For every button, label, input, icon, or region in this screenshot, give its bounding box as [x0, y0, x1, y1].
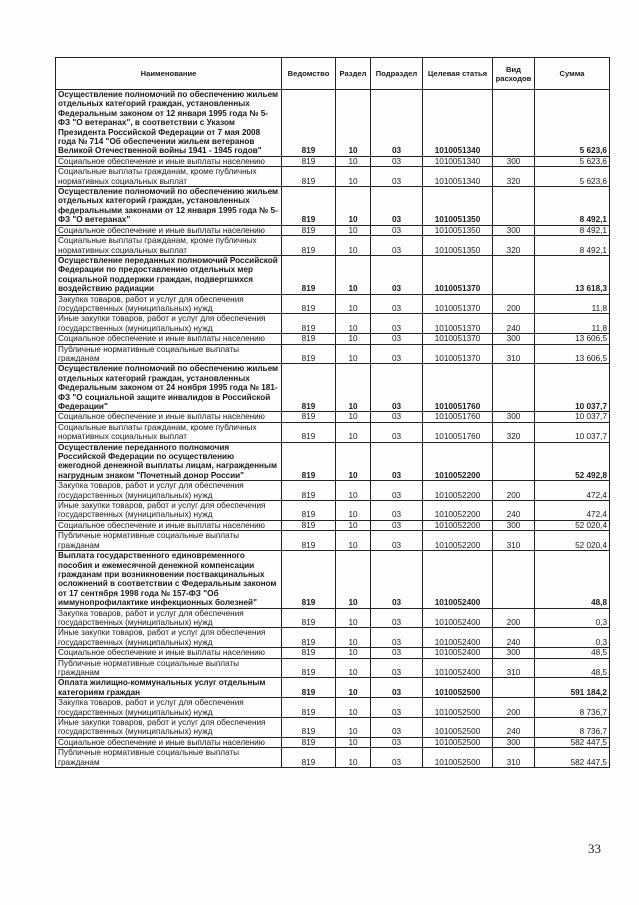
- target-cell: 1010052200: [423, 442, 493, 481]
- section-cell: 10: [336, 648, 371, 658]
- target-cell: 1010051760: [423, 412, 493, 422]
- table-row: [56, 531, 610, 551]
- subsection-cell: 03: [371, 531, 423, 551]
- dept-cell: 819: [282, 187, 336, 226]
- expense-type-cell: [493, 551, 535, 608]
- amount-cell: 472,4: [535, 501, 610, 521]
- name-cell: Осуществление переданных полномочий Российской Федерации по предоставлению отдельных мер социальной поддержки граждан, подвергшихся воздействию радиации: [56, 255, 282, 294]
- expense-type-cell: 320: [493, 422, 535, 442]
- expense-type-cell: 200: [493, 481, 535, 501]
- section-cell: 10: [336, 255, 371, 294]
- dept-cell: 819: [282, 344, 336, 364]
- target-cell: 1010052200: [423, 481, 493, 501]
- table-row: [56, 364, 610, 412]
- amount-cell: 13 618,3: [535, 255, 610, 294]
- amount-cell: 8 492,1: [535, 236, 610, 256]
- subsection-cell: 03: [371, 501, 423, 521]
- section-cell: 10: [336, 236, 371, 256]
- section-cell: 10: [336, 658, 371, 678]
- dept-cell: 819: [282, 520, 336, 530]
- name-cell: Оплата жилищно-коммунальных услуг отдельным категориям граждан: [56, 678, 282, 698]
- amount-cell: 11,8: [535, 314, 610, 334]
- dept-cell: 819: [282, 156, 336, 166]
- table-row: [56, 314, 610, 334]
- expense-type-cell: 300: [493, 225, 535, 235]
- subsection-cell: 03: [371, 422, 423, 442]
- expense-type-cell: 300: [493, 648, 535, 658]
- subsection-cell: 03: [371, 314, 423, 334]
- name-cell: Социальные выплаты гражданам, кроме публичных нормативных социальных выплат: [56, 167, 282, 187]
- table-row: [56, 748, 610, 768]
- subsection-cell: 03: [371, 187, 423, 226]
- amount-cell: 5 623,6: [535, 156, 610, 166]
- budget-table: [55, 57, 610, 768]
- target-cell: 1010052400: [423, 551, 493, 608]
- target-cell: 1010051350: [423, 236, 493, 256]
- table-row: [56, 718, 610, 738]
- section-cell: 10: [336, 156, 371, 166]
- subsection-cell: 03: [371, 156, 423, 166]
- section-cell: 10: [336, 344, 371, 364]
- target-cell: 1010051370: [423, 344, 493, 364]
- dept-cell: 819: [282, 412, 336, 422]
- expense-type-cell: [493, 90, 535, 157]
- amount-cell: 13 606,5: [535, 344, 610, 364]
- target-cell: 1010051370: [423, 255, 493, 294]
- dept-cell: 819: [282, 167, 336, 187]
- target-cell: 1010052400: [423, 648, 493, 658]
- target-cell: 1010051340: [423, 90, 493, 157]
- amount-cell: 8 492,1: [535, 187, 610, 226]
- expense-type-cell: [493, 255, 535, 294]
- section-cell: 10: [336, 422, 371, 442]
- subsection-cell: 03: [371, 236, 423, 256]
- amount-cell: 10 037,7: [535, 364, 610, 412]
- expense-type-cell: 300: [493, 520, 535, 530]
- expense-type-cell: 300: [493, 737, 535, 747]
- expense-type-cell: 320: [493, 236, 535, 256]
- dept-cell: 819: [282, 608, 336, 628]
- section-cell: 10: [336, 501, 371, 521]
- expense-type-cell: [493, 442, 535, 481]
- subsection-cell: 03: [371, 748, 423, 768]
- target-cell: 1010052200: [423, 520, 493, 530]
- subsection-cell: 03: [371, 412, 423, 422]
- table-row: [56, 156, 610, 166]
- expense-type-cell: 240: [493, 314, 535, 334]
- dept-cell: 819: [282, 628, 336, 648]
- table-header-row: [56, 58, 610, 90]
- section-cell: 10: [336, 90, 371, 157]
- target-cell: 1010052400: [423, 608, 493, 628]
- section-cell: 10: [336, 520, 371, 530]
- section-cell: 10: [336, 334, 371, 344]
- section-cell: 10: [336, 531, 371, 551]
- dept-cell: 819: [282, 501, 336, 521]
- table-row: [56, 167, 610, 187]
- table-row: [56, 90, 610, 157]
- name-cell: Социальные выплаты гражданам, кроме публичных нормативных социальных выплат: [56, 422, 282, 442]
- dept-cell: 819: [282, 481, 336, 501]
- expense-type-cell: 200: [493, 608, 535, 628]
- dept-cell: 819: [282, 698, 336, 718]
- subsection-cell: 03: [371, 658, 423, 678]
- section-cell: 10: [336, 167, 371, 187]
- name-cell: Закупка товаров, работ и услуг для обеспечения государственных (муниципальных) нужд: [56, 294, 282, 314]
- amount-cell: 591 184,2: [535, 678, 610, 698]
- name-cell: Иные закупки товаров, работ и услуг для обеспечения государственных (муниципальных) нужд: [56, 718, 282, 738]
- section-cell: 10: [336, 442, 371, 481]
- expense-type-cell: 200: [493, 294, 535, 314]
- name-cell: Публичные нормативные социальные выплаты гражданам: [56, 344, 282, 364]
- name-cell: Закупка товаров, работ и услуг для обеспечения государственных (муниципальных) нужд: [56, 481, 282, 501]
- table-row: [56, 520, 610, 530]
- target-cell: 1010052400: [423, 658, 493, 678]
- expense-type-cell: [493, 364, 535, 412]
- expense-type-cell: 300: [493, 412, 535, 422]
- name-cell: Осуществление полномочий по обеспечению жильем отдельных категорий граждан, установленных Федеральным законом от 12 января 1995 года № 5-ФЗ "О ветеранах", в соответствии с Указом Президента Российской Федерации от 7 мая 2008 года № 714 "Об обеспечении жильем ветеранов Великой Отечественной войны 1941 - 1945 годов": [56, 90, 282, 157]
- section-cell: 10: [336, 187, 371, 226]
- table-row: [56, 501, 610, 521]
- name-cell: Осуществление полномочий по обеспечению жильем отдельных категорий граждан, установленных федеральными законами от 12 января 1995 года № 5-ФЗ "О ветеранах": [56, 187, 282, 226]
- dept-cell: 819: [282, 737, 336, 747]
- name-cell: Социальное обеспечение и иные выплаты населению: [56, 412, 282, 422]
- header-section: Раздел: [336, 58, 371, 90]
- amount-cell: 48,5: [535, 658, 610, 678]
- table-row: [56, 481, 610, 501]
- target-cell: 1010051350: [423, 187, 493, 226]
- amount-cell: 48,8: [535, 551, 610, 608]
- dept-cell: 819: [282, 442, 336, 481]
- subsection-cell: 03: [371, 648, 423, 658]
- subsection-cell: 03: [371, 737, 423, 747]
- amount-cell: 13 606,5: [535, 334, 610, 344]
- section-cell: 10: [336, 698, 371, 718]
- amount-cell: 472,4: [535, 481, 610, 501]
- subsection-cell: 03: [371, 678, 423, 698]
- target-cell: 1010052500: [423, 698, 493, 718]
- dept-cell: 819: [282, 748, 336, 768]
- table-row: [56, 648, 610, 658]
- expense-type-cell: [493, 678, 535, 698]
- header-name: Наименование: [56, 58, 282, 90]
- table-row: [56, 187, 610, 226]
- dept-cell: 819: [282, 294, 336, 314]
- table-row: [56, 294, 610, 314]
- amount-cell: 0,3: [535, 628, 610, 648]
- dept-cell: 819: [282, 422, 336, 442]
- subsection-cell: 03: [371, 364, 423, 412]
- table-row: [56, 698, 610, 718]
- section-cell: 10: [336, 718, 371, 738]
- amount-cell: 582 447,5: [535, 748, 610, 768]
- expense-type-cell: 200: [493, 698, 535, 718]
- name-cell: Выплата государственного единовременного пособия и ежемесячной денежной компенсации гражданам при возникновении поствакцинальных осложнений в соответствии с Федеральным законом от 17 сентября 1998 года № 157-ФЗ "Об иммунопрофилактике инфекционных болезней": [56, 551, 282, 608]
- amount-cell: 8 736,7: [535, 698, 610, 718]
- dept-cell: 819: [282, 658, 336, 678]
- expense-type-cell: 240: [493, 501, 535, 521]
- amount-cell: 0,3: [535, 608, 610, 628]
- dept-cell: 819: [282, 225, 336, 235]
- expense-type-cell: 310: [493, 748, 535, 768]
- amount-cell: 5 623,6: [535, 167, 610, 187]
- header-expense-type: Вид расходов: [493, 58, 535, 90]
- amount-cell: 48,5: [535, 648, 610, 658]
- section-cell: 10: [336, 748, 371, 768]
- expense-type-cell: 320: [493, 167, 535, 187]
- target-cell: 1010051760: [423, 422, 493, 442]
- amount-cell: 10 037,7: [535, 422, 610, 442]
- table-row: [56, 608, 610, 628]
- table-row: [56, 255, 610, 294]
- table-row: [56, 422, 610, 442]
- name-cell: Закупка товаров, работ и услуг для обеспечения государственных (муниципальных) нужд: [56, 608, 282, 628]
- dept-cell: 819: [282, 678, 336, 698]
- dept-cell: 819: [282, 90, 336, 157]
- dept-cell: 819: [282, 718, 336, 738]
- name-cell: Социальное обеспечение и иные выплаты населению: [56, 520, 282, 530]
- expense-type-cell: 240: [493, 628, 535, 648]
- name-cell: Социальное обеспечение и иные выплаты населению: [56, 648, 282, 658]
- target-cell: 1010051370: [423, 314, 493, 334]
- dept-cell: 819: [282, 531, 336, 551]
- amount-cell: 52 492,8: [535, 442, 610, 481]
- target-cell: 1010052500: [423, 678, 493, 698]
- amount-cell: 10 037,7: [535, 412, 610, 422]
- table-row: [56, 737, 610, 747]
- section-cell: 10: [336, 551, 371, 608]
- subsection-cell: 03: [371, 551, 423, 608]
- subsection-cell: 03: [371, 344, 423, 364]
- amount-cell: 5 623,6: [535, 90, 610, 157]
- expense-type-cell: 300: [493, 156, 535, 166]
- subsection-cell: 03: [371, 520, 423, 530]
- subsection-cell: 03: [371, 225, 423, 235]
- section-cell: 10: [336, 314, 371, 334]
- amount-cell: 582 447,5: [535, 737, 610, 747]
- section-cell: 10: [336, 225, 371, 235]
- name-cell: Публичные нормативные социальные выплаты гражданам: [56, 748, 282, 768]
- header-amount: Сумма: [535, 58, 610, 90]
- table-row: [56, 442, 610, 481]
- name-cell: Публичные нормативные социальные выплаты гражданам: [56, 658, 282, 678]
- table-row: [56, 344, 610, 364]
- table-row: [56, 551, 610, 608]
- section-cell: 10: [336, 737, 371, 747]
- name-cell: Социальное обеспечение и иные выплаты населению: [56, 334, 282, 344]
- expense-type-cell: [493, 187, 535, 226]
- dept-cell: 819: [282, 236, 336, 256]
- subsection-cell: 03: [371, 481, 423, 501]
- name-cell: Социальные выплаты гражданам, кроме публичных нормативных социальных выплат: [56, 236, 282, 256]
- table-row: [56, 334, 610, 344]
- subsection-cell: 03: [371, 334, 423, 344]
- expense-type-cell: 240: [493, 718, 535, 738]
- page-number: 33: [588, 841, 601, 856]
- table-row: [56, 236, 610, 256]
- table-row: [56, 658, 610, 678]
- dept-cell: 819: [282, 648, 336, 658]
- amount-cell: 8 492,1: [535, 225, 610, 235]
- subsection-cell: 03: [371, 167, 423, 187]
- target-cell: 1010051350: [423, 225, 493, 235]
- subsection-cell: 03: [371, 718, 423, 738]
- section-cell: 10: [336, 481, 371, 501]
- subsection-cell: 03: [371, 255, 423, 294]
- name-cell: Осуществление полномочий по обеспечению жильем отдельных категорий граждан, установленных Федеральным законом от 24 ноября 1995 года № 181-ФЗ "О социальной защите инвалидов в Российской Федерации": [56, 364, 282, 412]
- subsection-cell: 03: [371, 90, 423, 157]
- name-cell: Иные закупки товаров, работ и услуг для обеспечения государственных (муниципальных) нужд: [56, 501, 282, 521]
- table-body: [56, 90, 610, 768]
- name-cell: Закупка товаров, работ и услуг для обеспечения государственных (муниципальных) нужд: [56, 698, 282, 718]
- amount-cell: 11,8: [535, 294, 610, 314]
- header-dept: Ведомство: [282, 58, 336, 90]
- target-cell: 1010052500: [423, 718, 493, 738]
- subsection-cell: 03: [371, 698, 423, 718]
- target-cell: 1010052200: [423, 501, 493, 521]
- section-cell: 10: [336, 412, 371, 422]
- table-row: [56, 412, 610, 422]
- dept-cell: 819: [282, 364, 336, 412]
- subsection-cell: 03: [371, 442, 423, 481]
- subsection-cell: 03: [371, 294, 423, 314]
- name-cell: Иные закупки товаров, работ и услуг для обеспечения государственных (муниципальных) нужд: [56, 628, 282, 648]
- section-cell: 10: [336, 628, 371, 648]
- table-row: [56, 225, 610, 235]
- expense-type-cell: 310: [493, 344, 535, 364]
- table-row: [56, 678, 610, 698]
- name-cell: Социальное обеспечение и иные выплаты населению: [56, 737, 282, 747]
- subsection-cell: 03: [371, 608, 423, 628]
- target-cell: 1010052400: [423, 628, 493, 648]
- table-row: [56, 628, 610, 648]
- target-cell: 1010051370: [423, 294, 493, 314]
- dept-cell: 819: [282, 334, 336, 344]
- target-cell: 1010051340: [423, 167, 493, 187]
- target-cell: 1010052500: [423, 737, 493, 747]
- section-cell: 10: [336, 678, 371, 698]
- amount-cell: 52 020,4: [535, 520, 610, 530]
- dept-cell: 819: [282, 551, 336, 608]
- name-cell: Публичные нормативные социальные выплаты гражданам: [56, 531, 282, 551]
- target-cell: 1010051760: [423, 364, 493, 412]
- section-cell: 10: [336, 294, 371, 314]
- name-cell: Иные закупки товаров, работ и услуг для обеспечения государственных (муниципальных) нужд: [56, 314, 282, 334]
- header-subsection: Подраздел: [371, 58, 423, 90]
- amount-cell: 52 020,4: [535, 531, 610, 551]
- name-cell: Осуществление переданного полномочия Российской Федерации по осуществлению ежегодной денежной выплаты лицам, награжденным нагрудным знаком "Почетный донор России": [56, 442, 282, 481]
- subsection-cell: 03: [371, 628, 423, 648]
- expense-type-cell: 310: [493, 658, 535, 678]
- target-cell: 1010051370: [423, 334, 493, 344]
- target-cell: 1010052200: [423, 531, 493, 551]
- section-cell: 10: [336, 608, 371, 628]
- target-cell: 1010052500: [423, 748, 493, 768]
- section-cell: 10: [336, 364, 371, 412]
- name-cell: Социальное обеспечение и иные выплаты населению: [56, 225, 282, 235]
- expense-type-cell: 310: [493, 531, 535, 551]
- expense-type-cell: 300: [493, 334, 535, 344]
- dept-cell: 819: [282, 314, 336, 334]
- dept-cell: 819: [282, 255, 336, 294]
- name-cell: Социальное обеспечение и иные выплаты населению: [56, 156, 282, 166]
- header-target: Целевая статья: [423, 58, 493, 90]
- target-cell: 1010051340: [423, 156, 493, 166]
- amount-cell: 8 736,7: [535, 718, 610, 738]
